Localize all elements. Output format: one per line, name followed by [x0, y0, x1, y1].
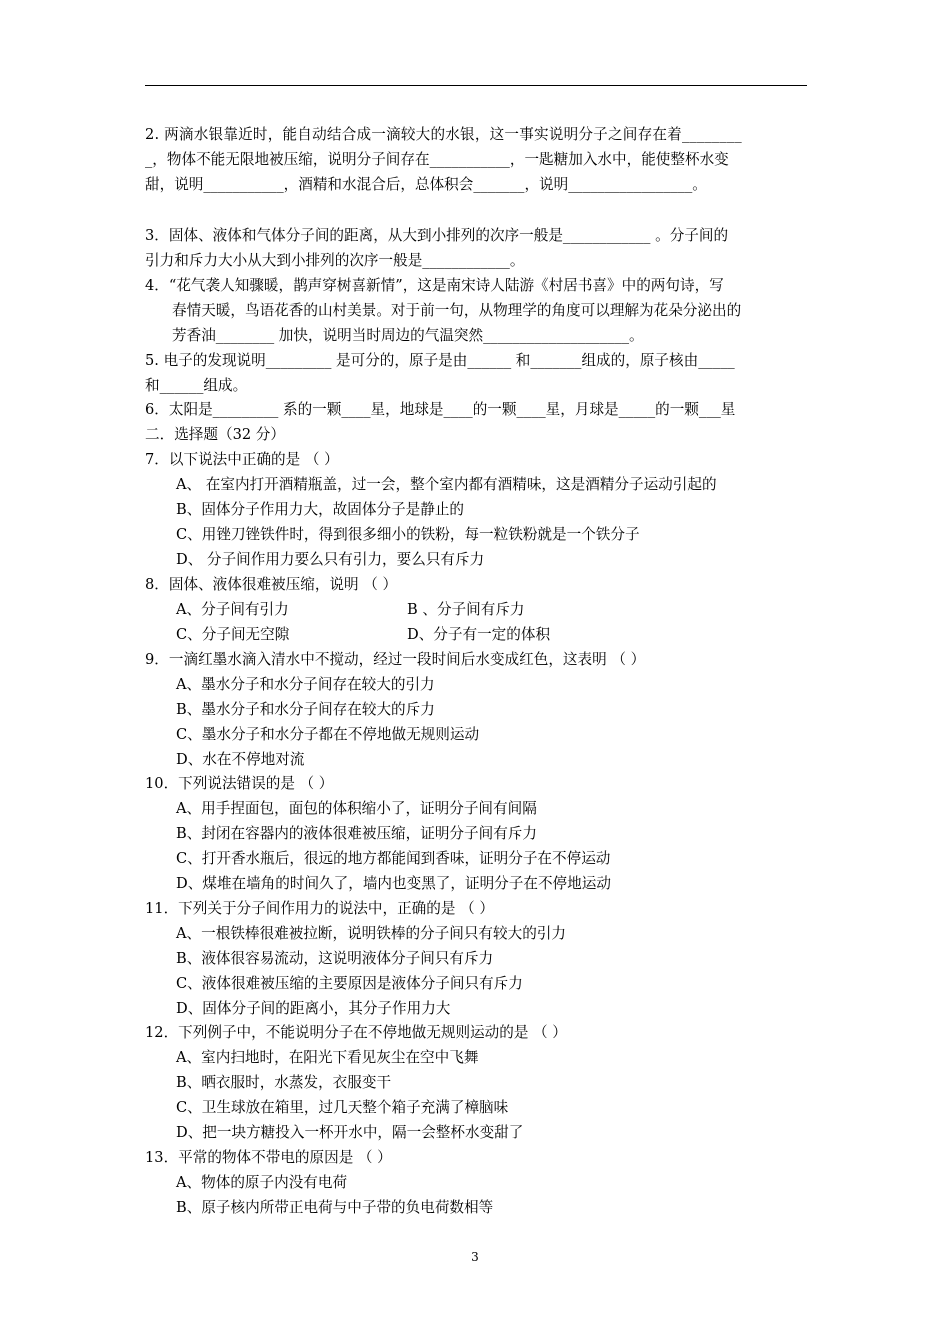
- q10-option-b: B、封闭在容器内的液体很难被压缩，证明分子间有斥力: [176, 825, 537, 842]
- header-rule: [145, 85, 807, 86]
- q2-line-1: 2. 两滴水银靠近时，能自动结合成一滴较大的水银，这一事实说明分子之间存在着________: [145, 126, 742, 143]
- q8-stem: 8．固体、液体很难被压缩，说明 （ ）: [145, 576, 398, 593]
- q9-option-b: B、墨水分子和水分子间存在较大的斥力: [176, 701, 435, 718]
- q9-stem: 9．一滴红墨水滴入清水中不搅动，经过一段时间后水变成红色，这表明 （ ）: [145, 651, 646, 668]
- q5-line-2: 和______组成。: [145, 377, 248, 394]
- q8-option-b: B 、分子间有斥力: [407, 601, 525, 618]
- q8-option-c: C、分子间无空隙: [176, 626, 290, 643]
- q10-option-c: C、打开香水瓶后，很远的地方都能闻到香味，证明分子在不停运动: [176, 850, 611, 867]
- q7-option-a: A、 在室内打开酒精瓶盖，过一会，整个室内都有酒精味，这是酒精分子运动引起的: [176, 476, 717, 493]
- q12-option-c: C、卫生球放在箱里，过几天整个箱子充满了樟脑味: [176, 1099, 509, 1116]
- q8-option-a: A、分子间有引力: [176, 601, 289, 618]
- q12-option-b: B、晒衣服时，水蒸发，衣服变干: [176, 1074, 392, 1091]
- q9-option-c: C、墨水分子和水分子都在不停地做无规则运动: [176, 726, 480, 743]
- q5-line-1: 5. 电子的发现说明_________ 是可分的，原子是由______ 和_______组成的，原子核由_____: [145, 352, 735, 369]
- section-heading: 二．选择题（32 分）: [145, 426, 285, 443]
- q12-option-a: A、室内扫地时，在阳光下看见灰尘在空中飞舞: [176, 1049, 479, 1066]
- q8-option-d: D、分子有一定的体积: [407, 626, 551, 643]
- page-number: 3: [471, 1250, 479, 1264]
- q13-stem: 13．平常的物体不带电的原因是 （ ）: [145, 1149, 392, 1166]
- q10-stem: 10．下列说法错误的是 （ ）: [145, 775, 334, 792]
- q11-option-c: C、液体很难被压缩的主要原因是液体分子间只有斥力: [176, 975, 523, 992]
- q4-line-3: 芳香油________ 加快，说明当时周边的气温突然____________________。: [172, 327, 644, 344]
- q3-line-2: 引力和斥力大小从大到小排列的次序一般是____________。: [145, 252, 525, 269]
- q13-option-b: B、原子核内所带正电荷与中子带的负电荷数相等: [176, 1199, 494, 1216]
- q12-option-d: D、把一块方糖投入一杯开水中，隔一会整杯水变甜了: [176, 1124, 524, 1141]
- q4-line-1: 4．“花气袭人知骤暖，鹊声穿树喜新情”，这是南宋诗人陆游《村居书喜》中的两句诗，写: [145, 277, 724, 294]
- q7-option-d: D、 分子间作用力要么只有引力，要么只有斥力: [176, 551, 485, 568]
- q7-option-b: B、固体分子作用力大，故固体分子是静止的: [176, 501, 465, 518]
- q2-line-3: 甜，说明___________，酒精和水混合后，总体积会_______，说明_________________。: [145, 176, 707, 193]
- q7-option-c: C、用锉刀锉铁件时，得到很多细小的铁粉，每一粒铁粉就是一个铁分子: [176, 526, 640, 543]
- q3-line-1: 3．固体、液体和气体分子间的距离，从大到小排列的次序一般是____________ 。分子间的: [145, 227, 729, 244]
- q12-stem: 12．下列例子中，不能说明分子在不停地做无规则运动的是 （ ）: [145, 1024, 567, 1041]
- q11-stem: 11．下列关于分子间作用力的说法中，正确的是 （ ）: [145, 900, 494, 917]
- q10-option-d: D、煤堆在墙角的时间久了，墙内也变黑了，证明分子在不停地运动: [176, 875, 611, 892]
- q9-option-a: A、墨水分子和水分子间存在较大的引力: [176, 676, 435, 693]
- q7-stem: 7．以下说法中正确的是 （ ）: [145, 451, 339, 468]
- q2-line-2: _，物体不能无限地被压缩，说明分子间存在___________，一匙糖加入水中，能使整杯水变: [145, 151, 729, 168]
- q10-option-a: A、用手捏面包，面包的体积缩小了，证明分子间有间隔: [176, 800, 537, 817]
- q4-line-2: 春情天暖，鸟语花香的山村美景。对于前一句，从物理学的角度可以理解为花朵分泌出的: [172, 302, 742, 319]
- q6-line: 6．太阳是_________ 系的一颗____星，地球是____的一颗____星，月球是_____的一颗___星: [145, 401, 736, 418]
- q11-option-b: B、液体很容易流动，这说明液体分子间只有斥力: [176, 950, 494, 967]
- q9-option-d: D、水在不停地对流: [176, 751, 305, 768]
- q13-option-a: A、物体的原子内没有电荷: [176, 1174, 348, 1191]
- q11-option-a: A、一根铁棒很难被拉断，说明铁棒的分子间只有较大的引力: [176, 925, 566, 942]
- q11-option-d: D、固体分子间的距离小，其分子作用力大: [176, 1000, 451, 1017]
